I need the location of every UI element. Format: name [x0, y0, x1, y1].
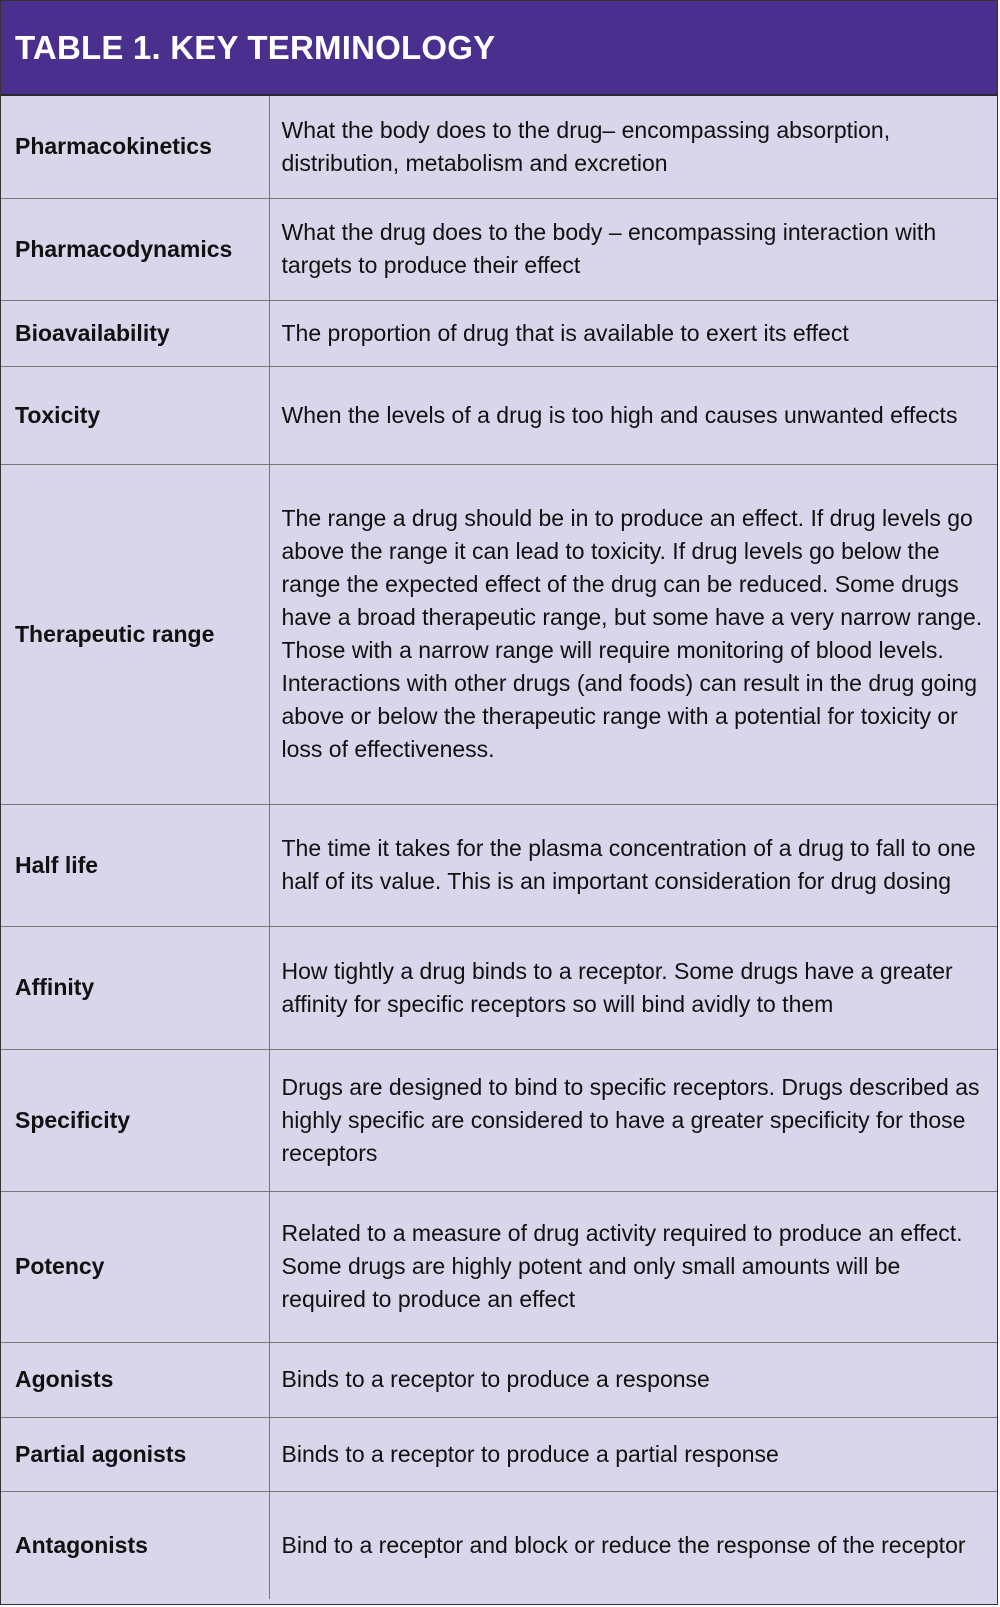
- definition-cell: Binds to a receptor to produce a response: [269, 1342, 997, 1417]
- table-row: [1, 366, 997, 464]
- table-title-bar: [1, 1, 997, 96]
- definition-cell: What the drug does to the body – encompassing interaction with targets to produce their effect: [269, 198, 997, 300]
- definition-cell: The range a drug should be in to produce an effect. If drug levels go above the range it can lead to toxicity. If drug levels go below the range the expected effect of the drug can be reduced. Some drugs have a broad therapeutic range, but some have a very narrow range. Those with a narrow range will require monitoring of blood levels. Interactions with other drugs (and foods) can result in the drug going above or below the therapeutic range with a potential for toxicity or loss of effectiveness.: [269, 464, 997, 804]
- term-cell: Toxicity: [1, 366, 269, 464]
- definition-cell: The time it takes for the plasma concentration of a drug to fall to one half of its value. This is an important consideration for drug dosing: [269, 804, 997, 926]
- table-title: TABLE 1. KEY TERMINOLOGY: [15, 28, 496, 66]
- table-row: [1, 1491, 997, 1599]
- term-cell: Bioavailability: [1, 300, 269, 366]
- table-row: [1, 198, 997, 300]
- definition-cell: When the levels of a drug is too high and causes unwanted effects: [269, 366, 997, 464]
- term-cell: Affinity: [1, 926, 269, 1049]
- term-cell: Partial agonists: [1, 1417, 269, 1491]
- definition-cell: Related to a measure of drug activity required to produce an effect. Some drugs are highly potent and only small amounts will be required to produce an effect: [269, 1191, 997, 1342]
- table-row: [1, 1417, 997, 1491]
- definition-cell: Bind to a receptor and block or reduce the response of the receptor: [281, 1531, 966, 1558]
- term-cell: Pharmacokinetics: [1, 96, 269, 198]
- term-cell: Specificity: [1, 1049, 269, 1191]
- terminology-grid: [1, 96, 997, 1599]
- definition-cell: Drugs are designed to bind to specific receptors. Drugs described as highly specific are considered to have a greater specificity for those receptors: [269, 1049, 997, 1191]
- table-row: [1, 804, 997, 926]
- table-row: [1, 464, 997, 804]
- table-row: [1, 926, 997, 1049]
- term-cell: Agonists: [1, 1342, 269, 1417]
- table-row: [1, 1049, 997, 1191]
- term-cell: Pharmacodynamics: [1, 198, 269, 300]
- term-cell: Half life: [1, 804, 269, 926]
- definition-cell: The proportion of drug that is available to exert its effect: [269, 300, 997, 366]
- table-row: [1, 300, 997, 366]
- definition-cell: What the body does to the drug– encompassing absorption, distribution, metabolism and excretion: [269, 96, 997, 198]
- table-row: [1, 1342, 997, 1417]
- table-row: [1, 96, 997, 198]
- table-row: [1, 1191, 997, 1342]
- definition-cell: How tightly a drug binds to a receptor. Some drugs have a greater affinity for specific receptors so will bind avidly to them: [269, 926, 997, 1049]
- definition-cell: Binds to a receptor to produce a partial response: [269, 1417, 997, 1491]
- term-cell: Potency: [1, 1191, 269, 1342]
- term-cell: Therapeutic range: [1, 464, 269, 804]
- term-cell: Antagonists: [1, 1491, 269, 1599]
